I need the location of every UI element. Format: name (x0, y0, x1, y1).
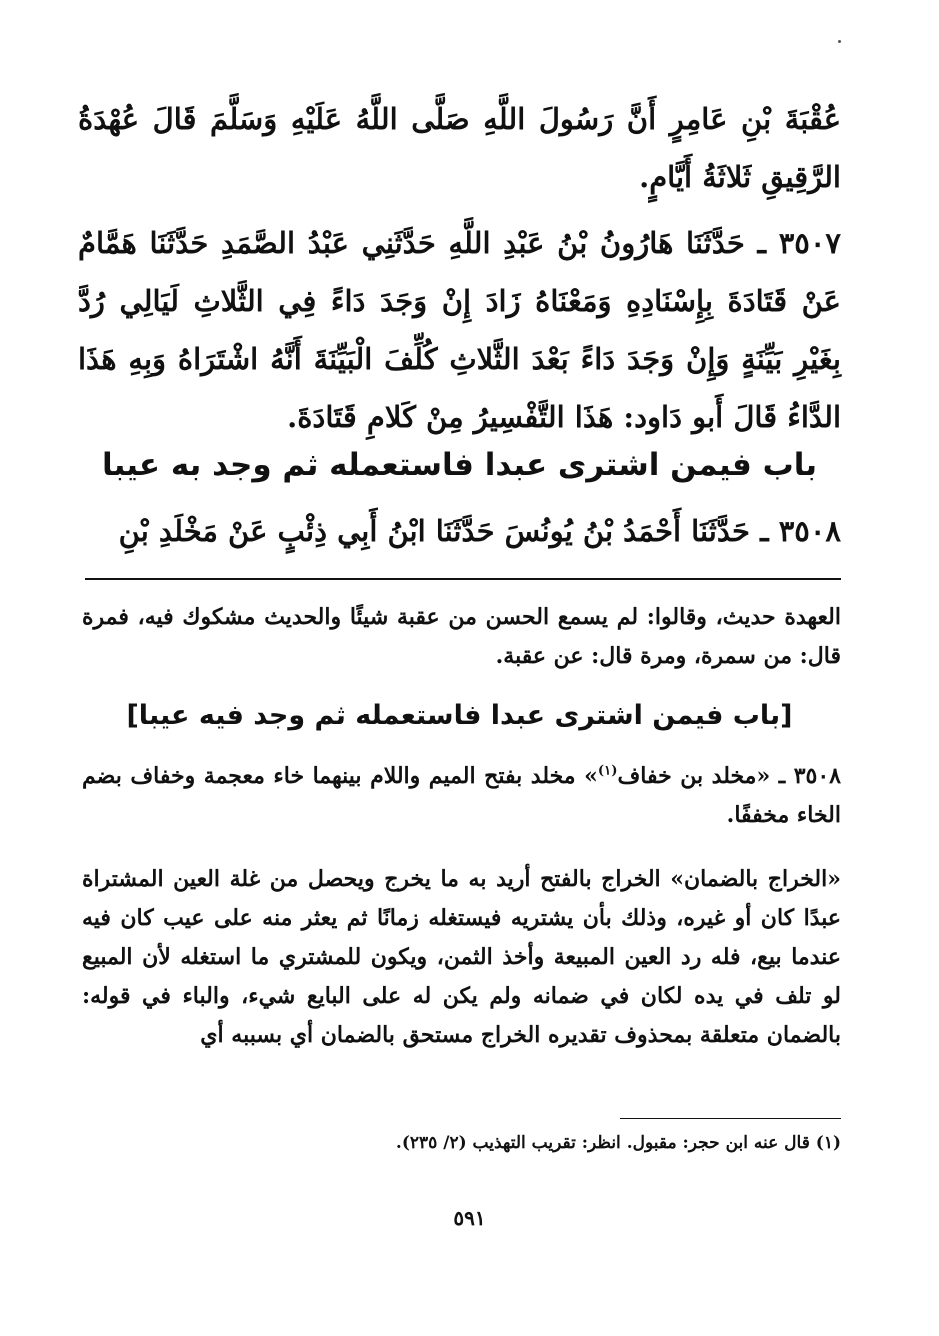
commentary-chapter-heading: [باب فيمن اشترى عبدا فاستعمله ثم وجد فيه عيبا] (126, 700, 793, 731)
footnote-reference[interactable]: (١) (597, 763, 618, 779)
main-commentary-divider (85, 578, 841, 580)
scan-speck (838, 40, 841, 43)
commentary-paragraph-kharaj: «الخراج بالضمان» الخراج بالفتح أريد به ما يخرج ويحصل من غلة العين المشتراة عبدًا كان أو غيره، وذلك بأن يشتريه فيستغله زمانًا ثم يعثر منه على عيب كان فيه عندما بيع، فله رد العين المبيعة وأخذ الثمن، ويكون للمشتري ما استغله لأن المبيع لو تلف في يده لكان في ضمانه ولم يكن له على البايع شيء، والباء في قوله: بالضمان متعلقة بمحذوف تقديره الخراج مستحق بالضمان أي بسببه أي (82, 866, 841, 1048)
hadith-text-continuation: عُقْبَةَ بْنِ عَامِرٍ أَنَّ رَسُولَ اللَّهِ صَلَّى اللَّهُ عَلَيْهِ وَسَلَّمَ قَالَ عُهْدَةُ الرَّقِيقِ ثَلاثَةُ أَيَّامٍ. (78, 102, 841, 194)
page-number: ٥٩١ (453, 1206, 486, 1230)
chapter-heading: باب فيمن اشترى عبدا فاستعمله ثم وجد به عيبا (101, 447, 818, 483)
footnote-divider (620, 1118, 841, 1119)
hadith-3508-start: ٣٥٠٨ ـ حَدَّثَنَا أَحْمَدُ بْنُ يُونُسَ حَدَّثَنَا ابْنُ أَبِي ذِئْبٍ عَنْ مَخْلَدِ بْنِ (118, 514, 841, 548)
footnote-1: (١) قال عنه ابن حجر: مقبول. انظر: تقريب التهذيب (٢/ ٢٣٥). (395, 1133, 841, 1153)
commentary-paragraph-3508 (82, 757, 841, 835)
hadith-3507: ٣٥٠٧ ـ حَدَّثَنَا هَارُونُ بْنُ عَبْدِ اللَّهِ حَدَّثَنِي عَبْدُ الصَّمَدِ حَدَّثَنَا هَمَّامٌ عَنْ قَتَادَةَ بِإِسْنَادِهِ وَمَعْنَاهُ زَادَ إِنْ وَجَدَ دَاءً فِي الثَّلاثِ لَيَالِي رُدَّ بِغَيْرِ بَيِّنَةٍ وَإِنْ وَجَدَ دَاءً بَعْدَ الثَّلاثِ كُلِّفَ الْبَيِّنَةَ أَنَّهُ اشْتَرَاهُ وَبِهِ هَذَا الدَّاءُ قَالَ أَبو دَاود: هَذَا التَّفْسِيرُ مِنْ كَلامِ قَتَادَةَ. (78, 226, 841, 434)
narrator-explanation: » مخلد بفتح الميم واللام بينهما خاء معجمة وخفاف بضم الخاء مخففًا. (82, 763, 841, 828)
narrator-name: ٣٥٠٨ ـ «مخلد بن خفاف (617, 763, 841, 789)
commentary-paragraph-1: العهدة حديث، وقالوا: لم يسمع الحسن من عقبة شيئًا والحديث مشكوك فيه، فمرة قال: من سمرة، ومرة قال: عن عقبة. (82, 604, 841, 669)
